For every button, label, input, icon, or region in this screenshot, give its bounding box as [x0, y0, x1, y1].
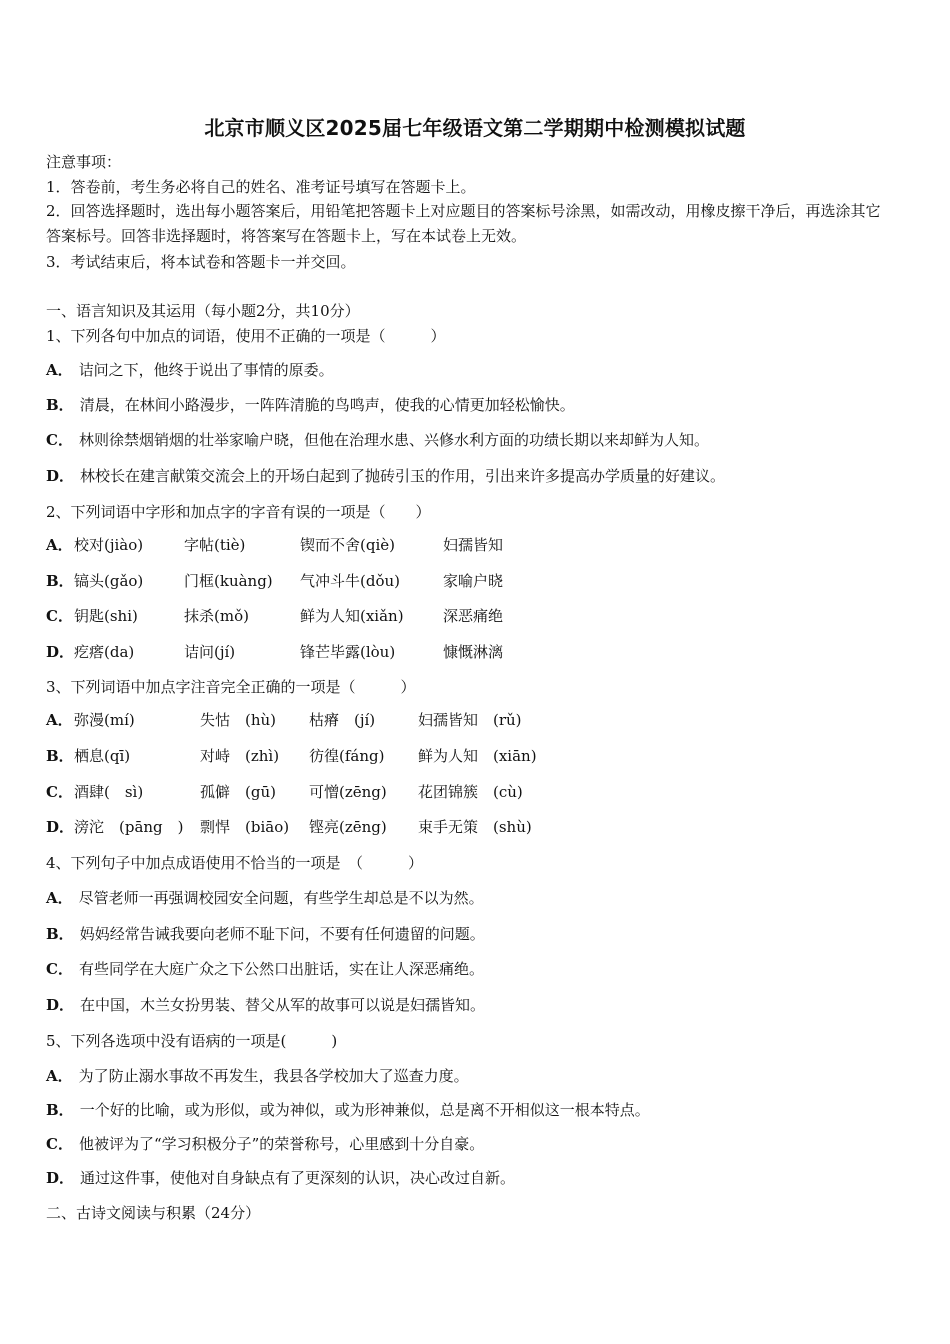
page-title: 北京市顺义区2025届七年级语文第二学期期中检测模拟试题 [204, 116, 746, 140]
word-cell: 镐头(gǎo) [74, 572, 144, 590]
option-item [46, 395, 575, 415]
option-item [46, 360, 334, 380]
word-cell: 鲜为人知(xiǎn) [300, 607, 404, 625]
option-text: 林校长在建言献策交流会上的开场白起到了抛砖引玉的作用，引出来许多提高办学质量的好建议。 [80, 467, 726, 485]
word-cell: 花团锦簇 (cù) [418, 783, 523, 801]
option-text: 有些同学在大庭广众之下公然口出脏话，实在让人深恶痛绝。 [78, 960, 484, 978]
word-cell: 鲜为人知 (xiān) [418, 747, 537, 765]
option-item [46, 888, 484, 908]
option-item [46, 924, 485, 944]
option-text: 尽管老师一再强调校园安全问题，有些学生却总是不以为然。 [78, 889, 484, 907]
option-label: B． [46, 1101, 74, 1119]
question-stem: 5、下列各选项中没有语病的一项是( ) [46, 1032, 338, 1050]
notice-item: 1．答卷前，考生务必将自己的姓名、准考证号填写在答题卡上。 [46, 178, 476, 196]
word-cell: 钥匙(shi) [74, 607, 138, 625]
question-stem: 4、下列句子中加点成语使用不恰当的一项是 （ ） [46, 854, 424, 872]
option-label: D． [46, 996, 75, 1014]
option-label: C． [46, 960, 73, 978]
option-item [46, 1066, 469, 1086]
word-cell: 锋芒毕露(lòu) [300, 643, 396, 661]
word-cell: 枯瘠 (jí) [309, 711, 376, 729]
word-cell: 彷徨(fáng) [309, 747, 385, 765]
word-cell: 铿亮(zēng) [309, 818, 387, 836]
word-cell: 诘问(jí) [184, 643, 236, 661]
word-cell: 字帖(tiè) [184, 536, 246, 554]
option-text: 他被评为了“学习积极分子”的荣誉称号，心里感到十分自豪。 [78, 1135, 485, 1153]
option-item [46, 1100, 650, 1120]
option-label: A． [46, 711, 73, 729]
option-text: 诘问之下，他终于说出了事情的原委。 [78, 361, 334, 379]
word-cell: 疙瘩(da) [74, 643, 135, 661]
option-label: B． [46, 925, 74, 943]
option-text: 清晨，在林间小路漫步，一阵阵清脆的鸟鸣声，使我的心情更加轻松愉快。 [79, 396, 575, 414]
notice-heading: 注意事项： [46, 153, 122, 171]
option-label: D． [46, 643, 75, 661]
option-item [46, 959, 484, 979]
word-cell: 深恶痛绝 [443, 607, 504, 625]
word-cell: 滂沱 (pāng ) [74, 818, 184, 836]
option-item [46, 430, 709, 450]
option-text: 妈妈经常告诫我要向老师不耻下问，不要有任何遗留的问题。 [79, 925, 485, 943]
option-text: 在中国，木兰女扮男装、替父从军的故事可以说是妇孺皆知。 [80, 996, 486, 1014]
option-label: C． [46, 1135, 73, 1153]
option-item [46, 1134, 484, 1154]
option-label: B． [46, 747, 74, 765]
option-label: C． [46, 431, 73, 449]
word-cell: 校对(jiào) [74, 536, 144, 554]
option-text: 一个好的比喻，或为形似，或为神似，或为形神兼似，总是离不开相似这一根本特点。 [79, 1101, 650, 1119]
option-text: 通过这件事，使他对自身缺点有了更深刻的认识，决心改过自新。 [80, 1169, 516, 1187]
word-cell: 栖息(qī) [74, 747, 131, 765]
option-text: 林则徐禁烟销烟的壮举家喻户晓，但他在治理水患、兴修水利方面的功绩长期以来却鲜为人知。 [78, 431, 709, 449]
option-label: A． [46, 1067, 73, 1085]
word-cell: 家喻户晓 [443, 572, 504, 590]
option-label: A． [46, 889, 73, 907]
word-cell: 可憎(zēng) [309, 783, 387, 801]
option-item [46, 995, 485, 1015]
option-label: D． [46, 818, 75, 836]
word-cell: 妇孺皆知 (rǔ) [418, 711, 522, 729]
question-stem: 3、下列词语中加点字注音完全正确的一项是（ ） [46, 678, 416, 696]
option-label: D． [46, 467, 75, 485]
section-heading: 二、古诗文阅读与积累（24分） [46, 1204, 261, 1222]
option-item [46, 466, 725, 486]
word-cell: 对峙 (zhì) [200, 747, 280, 765]
word-cell: 孤僻 (gū) [200, 783, 276, 801]
option-label: C． [46, 783, 73, 801]
word-cell: 酒肆( sì) [74, 783, 144, 801]
word-cell: 妇孺皆知 [443, 536, 504, 554]
word-cell: 弥漫(mí) [74, 711, 135, 729]
word-cell: 失怙 (hù) [200, 711, 277, 729]
option-text: 为了防止溺水事故不再发生，我县各学校加大了巡查力度。 [78, 1067, 469, 1085]
word-cell: 束手无策 (shù) [418, 818, 532, 836]
option-label: C． [46, 607, 73, 625]
question-stem: 2、下列词语中字形和加点字的字音有误的一项是（ ） [46, 503, 431, 521]
word-cell: 抹杀(mǒ) [184, 607, 249, 625]
option-label: B． [46, 572, 74, 590]
word-cell: 慷慨淋漓 [443, 643, 504, 661]
option-label: A． [46, 361, 73, 379]
option-label: B． [46, 396, 74, 414]
word-cell: 门框(kuàng) [184, 572, 273, 590]
question-stem: 1、下列各句中加点的词语，使用不正确的一项是（ ） [46, 327, 446, 345]
option-label: A． [46, 536, 73, 554]
word-cell: 剽悍 (biāo) [200, 818, 290, 836]
word-cell: 气冲斗牛(dǒu) [300, 572, 400, 590]
option-label: D． [46, 1169, 75, 1187]
word-cell: 锲而不舍(qiè) [300, 536, 395, 554]
notice-item: 3．考试结束后，将本试卷和答题卡一并交回。 [46, 253, 356, 271]
option-item [46, 1168, 515, 1188]
notice-item: 2．回答选择题时，选出每小题答案后，用铅笔把答题卡上对应题目的答案标号涂黑，如需改动，用橡皮擦干净后，再选涂其它答案标号。回答非选择题时，将答案写在答题卡上，写在本试卷上无效。 [46, 202, 881, 245]
section-heading: 一、语言知识及其运用（每小题2分，共10分） [46, 302, 360, 320]
